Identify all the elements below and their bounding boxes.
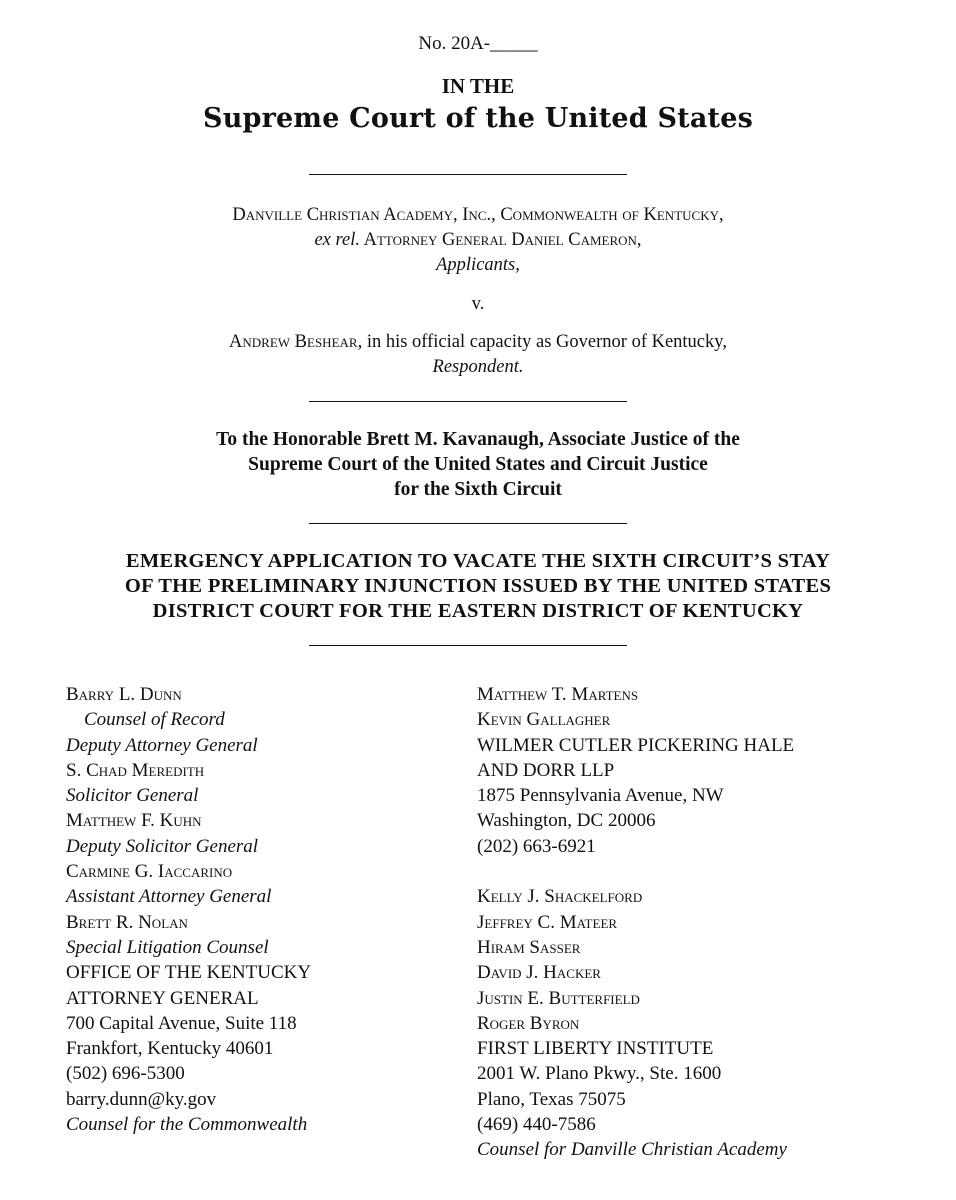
- divider-rule: [309, 401, 627, 402]
- attorney-title: Counsel for Danville Christian Academy: [477, 1139, 787, 1161]
- attorney-general-name: Attorney General Daniel Cameron,: [360, 230, 642, 250]
- attorney-name: David J. Hacker: [477, 962, 601, 984]
- attorney-name: Roger Byron: [477, 1012, 580, 1034]
- attorney-title: Counsel for the Commonwealth: [66, 1114, 308, 1136]
- docket-number: No. 20A-_____: [418, 33, 538, 54]
- applicants-block: [0, 203, 956, 278]
- applicants-ex-rel-line: [0, 228, 956, 253]
- address-line: (502) 696-5300: [66, 1063, 185, 1085]
- respondent-role: Respondent.: [432, 357, 524, 377]
- attorney-title: Counsel of Record: [84, 709, 225, 731]
- address-line: Plano, Texas 75075: [477, 1088, 626, 1110]
- attorney-name: Kevin Gallagher: [477, 709, 611, 731]
- address-line: FIRST LIBERTY INSTITUTE: [477, 1038, 714, 1060]
- address-line: ATTORNEY GENERAL: [66, 987, 259, 1009]
- address-line: 2001 W. Plano Pkwy., Ste. 1600: [477, 1063, 722, 1085]
- title-line: DISTRICT COURT FOR THE EASTERN DISTRICT OF KENTUCKY: [152, 600, 804, 622]
- attorney-title: Solicitor General: [66, 785, 199, 807]
- attorney-title: Assistant Attorney General: [66, 886, 272, 908]
- attorney-name: Justin E. Butterfield: [477, 987, 640, 1009]
- address-line: OFFICE OF THE KENTUCKY: [66, 962, 312, 984]
- addressee-block: [0, 427, 956, 502]
- address-line: barry.dunn@ky.gov: [66, 1088, 217, 1110]
- addressee-line: for the Sixth Circuit: [394, 479, 562, 500]
- attorney-name: Kelly J. Shackelford: [477, 886, 643, 908]
- applicants-names: Danville Christian Academy, Inc., Commonwealth of Kentucky,: [232, 205, 724, 225]
- address-line: 1875 Pennsylvania Avenue, NW: [477, 785, 724, 807]
- attorney-name: S. Chad Meredith: [66, 759, 205, 781]
- applicants-role: Applicants,: [436, 255, 520, 275]
- attorney-name: Matthew T. Martens: [477, 684, 639, 705]
- attorney-name: Jeffrey C. Mateer: [477, 911, 618, 933]
- respondent-line: [0, 330, 956, 355]
- attorney-title: Deputy Attorney General: [66, 734, 258, 756]
- in-the-heading: IN THE: [441, 74, 515, 98]
- addressee-line: Supreme Court of the United States and Circuit Justice: [248, 454, 708, 475]
- title-line: OF THE PRELIMINARY INJUNCTION ISSUED BY THE UNITED STATES: [124, 575, 832, 597]
- address-line: WILMER CUTLER PICKERING HALE: [477, 734, 795, 756]
- divider-rule: [309, 174, 627, 175]
- attorney-title: Special Litigation Counsel: [66, 936, 269, 958]
- respondent-block: [0, 330, 956, 380]
- divider-rule: [309, 645, 627, 646]
- address-line: (469) 440-7586: [477, 1114, 596, 1136]
- title-line: EMERGENCY APPLICATION TO VACATE THE SIXTH CIRCUIT’S STAY: [125, 550, 831, 572]
- attorney-name: Barry L. Dunn: [66, 684, 182, 705]
- address-line: 700 Capital Avenue, Suite 118: [66, 1012, 297, 1034]
- divider-rule: [309, 523, 627, 524]
- address-line: (202) 663-6921: [477, 835, 596, 857]
- court-name: Supreme Court of the United States: [203, 103, 753, 134]
- respondent-capacity: , in his official capacity as Governor of Kentucky,: [357, 332, 727, 352]
- counsel-commonwealth-block: [66, 682, 311, 1137]
- address-line: AND DORR LLP: [477, 759, 615, 781]
- counsel-academy-block: [477, 682, 794, 1163]
- attorney-name: Matthew F. Kuhn: [66, 810, 202, 832]
- respondent-name: Andrew Beshear: [229, 332, 358, 352]
- address-line: Washington, DC 20006: [477, 810, 656, 832]
- spacer: [477, 859, 794, 884]
- application-title: [0, 549, 956, 624]
- addressee-line: To the Honorable Brett M. Kavanaugh, Associate Justice of the: [216, 429, 740, 450]
- attorney-name: Carmine G. Iaccarino: [66, 861, 233, 883]
- attorney-name: Hiram Sasser: [477, 936, 581, 958]
- versus: v.: [471, 294, 485, 314]
- address-line: Frankfort, Kentucky 40601: [66, 1038, 274, 1060]
- attorney-name: Brett R. Nolan: [66, 911, 188, 933]
- ex-rel-text: ex rel.: [314, 230, 360, 250]
- attorney-title: Deputy Solicitor General: [66, 835, 259, 857]
